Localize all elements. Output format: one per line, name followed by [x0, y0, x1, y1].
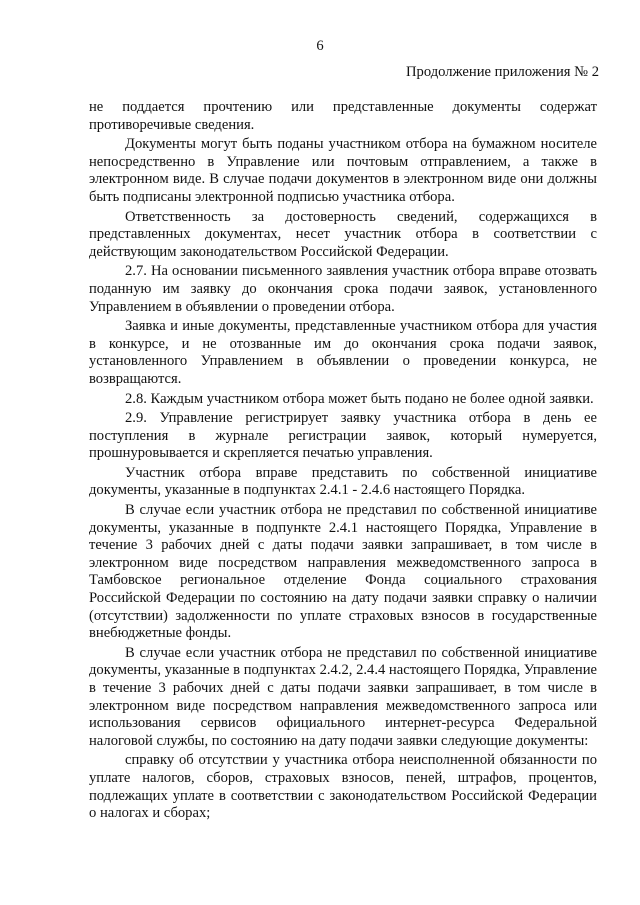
paragraph: Документы могут быть поданы участником отбора на бумажном носителе непосредственно в Управление или почтовым отправлением, а также в электронном виде. В случае подачи документов в электронном виде они должны быть подписаны электронной подписью участника отбора.	[89, 136, 597, 205]
paragraph: 2.7. На основании письменного заявления участник отбора вправе отозвать поданную им заявку до окончания срока подачи заявок, установленного Управлением в объявлении о проведении отбора.	[89, 263, 597, 315]
paragraph: справку об отсутствии у участника отбора неисполненной обязанности по уплате налогов, сборов, страховых взносов, пеней, штрафов, процентов, подлежащих уплате в соответствии с законодательством Российской Федерации о налогах и сборах;	[89, 752, 597, 822]
paragraph: Ответственность за достоверность сведений, содержащихся в представленных документах, несет участник отбора в соответствии с действующим законодательством Российской Федерации.	[89, 208, 597, 260]
paragraph: 2.8. Каждым участником отбора может быть подано не более одной заявки.	[125, 390, 594, 407]
paragraph: В случае если участник отбора не представил по собственной инициативе документы, указанные в подпунктах 2.4.2, 2.4.4 настоящего Порядка, Управление в течение 3 рабочих дней с даты подачи заявки запрашивает, в том числе в электронном виде посредством направления межведомственного запроса или использования сервисов официального интернет-ресурса Федеральной налоговой службы, по состоянию на дату подачи заявки следующие документы:	[89, 644, 597, 749]
paragraph: Заявка и иные документы, представленные участником отбора для участия в конкурсе, и не отозванные им до окончания срока подачи заявок, установленного Управлением в объявлении о проведении конкурса, не возвращаются.	[89, 318, 597, 387]
body-text	[89, 99, 597, 825]
page-number: 6	[316, 38, 324, 54]
paragraph: Участник отбора вправе представить по собственной инициативе документы, указанные в подпунктах 2.4.1 - 2.4.6 настоящего Порядка.	[89, 464, 597, 499]
paragraph: 2.9. Управление регистрирует заявку участника отбора в день ее поступления в журнале регистрации заявок, который нумеруется, прошнуровывается и скрепляется печатью управления.	[89, 410, 597, 462]
continuation-header: Продолжение приложения № 2	[406, 64, 599, 80]
paragraph: не поддается прочтению или представленные документы содержат противоречивые сведения.	[89, 99, 597, 133]
paragraph: В случае если участник отбора не представил по собственной инициативе документы, указанные в подпункте 2.4.1 настоящего Порядка, Управление в течение 3 рабочих дней с даты подачи заявки запрашивает, в том числе в электронном виде посредством направления межведомственного запроса в Тамбовское региональное отделение Фонда социального страхования Российской Федерации по состоянию на дату подачи заявки справку о наличии (отсутствии) задолженности по уплате страховых взносов в государственные внебюджетные фонды.	[89, 502, 597, 642]
